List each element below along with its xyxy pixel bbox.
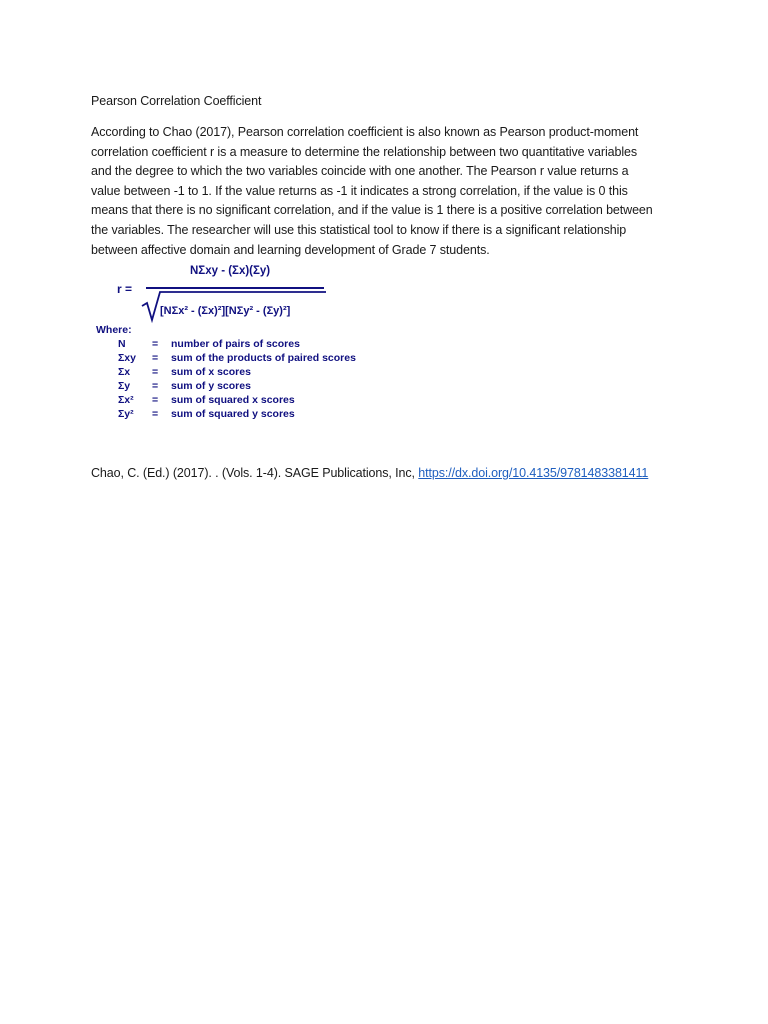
definition-symbol: Σxy — [118, 352, 136, 364]
definition-symbol: N — [118, 338, 126, 350]
definition-meaning: sum of y scores — [171, 380, 251, 392]
definition-row — [94, 366, 374, 380]
definition-symbol: Σx² — [118, 394, 134, 406]
paragraph-line: value between -1 to 1. If the value returns as -1 it indicates a strong correlation, if the value is 0 this — [91, 183, 628, 198]
definition-equals: = — [152, 352, 159, 364]
definition-equals: = — [152, 366, 159, 378]
formula-numerator: NΣxy - (Σx)(Σy) — [190, 265, 271, 277]
definition-symbol: Σy² — [118, 408, 134, 420]
definition-row — [94, 338, 374, 352]
definition-row — [94, 408, 374, 422]
formula-denominator: [NΣx² - (Σx)²][NΣy² - (Σy)²] — [160, 305, 291, 317]
definition-equals: = — [152, 394, 159, 406]
doi-link[interactable]: https://dx.doi.org/10.4135/9781483381411 — [418, 466, 649, 480]
paragraph-line: between affective domain and learning development of Grade 7 students. — [91, 242, 490, 257]
definition-symbol: Σx — [118, 366, 131, 378]
definition-equals: = — [152, 338, 159, 350]
paragraph-line: the variables. The researcher will use this statistical tool to know if there is a significant relationship — [91, 222, 627, 237]
paragraph-line: means that there is no significant correlation, and if the value is 1 there is a positive correlation between — [91, 203, 653, 218]
definition-row — [94, 352, 374, 366]
formula-lhs: r = — [117, 282, 133, 296]
definition-symbol: Σy — [118, 380, 131, 392]
definition-meaning: sum of x scores — [171, 366, 251, 378]
definition-meaning: sum of squared x scores — [171, 394, 295, 406]
citation-text: Chao, C. (Ed.) (2017). . (Vols. 1-4). SAGE Publications, Inc, — [91, 466, 419, 480]
pearson-formula-figure — [94, 262, 374, 424]
paragraph-line: correlation coefficient r is a measure to determine the relationship between two quantitative variables — [91, 144, 638, 159]
where-label: Where: — [96, 324, 132, 336]
definition-equals: = — [152, 380, 159, 392]
definition-meaning: number of pairs of scores — [171, 338, 300, 350]
definition-row — [94, 394, 374, 408]
definition-meaning: sum of squared y scores — [171, 408, 295, 420]
definition-equals: = — [152, 408, 159, 420]
paragraph-line: and the degree to which the two variables coincide with one another. The Pearson r value returns a — [91, 164, 629, 179]
paragraph — [91, 123, 691, 260]
definition-meaning: sum of the products of paired scores — [171, 352, 356, 364]
document-title: Pearson Correlation Coefficient — [91, 94, 262, 108]
citation — [91, 466, 648, 480]
definition-row — [94, 380, 374, 394]
paragraph-line: According to Chao (2017), Pearson correlation coefficient is also known as Pearson product-moment — [91, 125, 639, 139]
